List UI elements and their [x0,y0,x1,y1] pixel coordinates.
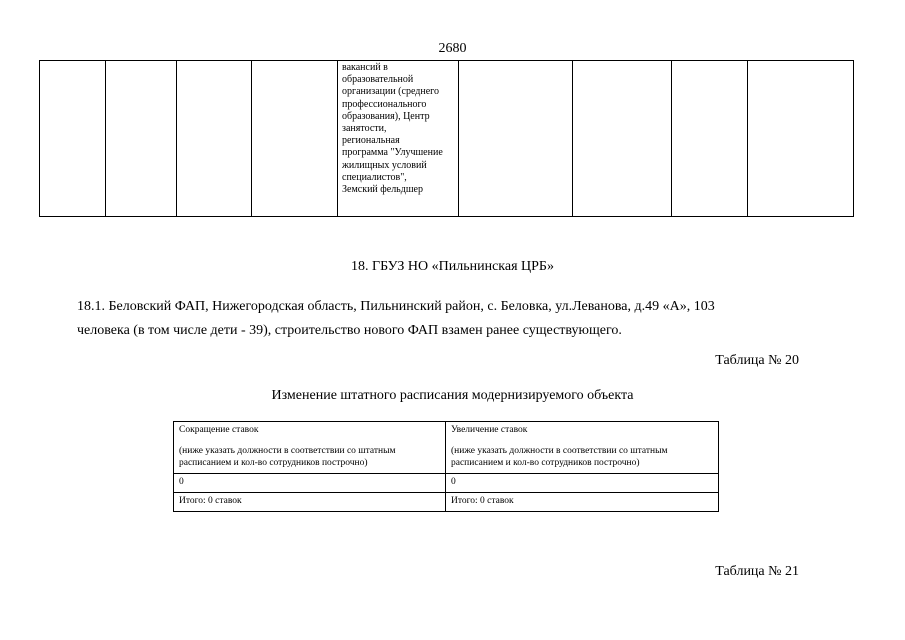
continued-table [39,60,854,217]
cell-text-line: жилищных условий [342,159,427,171]
column-header: Увеличение ставок [451,425,528,435]
column-header: Сокращение ставок [179,425,259,435]
cell-text-line: Земский фельдшер [342,184,423,196]
cell-text-line: профессионального [342,98,427,110]
cell-text-line: образования), Центр [342,110,430,122]
value-cell: 0 [446,474,719,493]
table-header-row [174,422,719,474]
cell-text-line: образовательной [342,74,414,86]
table-20-title: Изменение штатного расписания модернизируемого объекта [271,388,634,403]
page-number: 2680 [438,41,467,56]
table-cell [459,61,573,217]
table-row [40,61,854,217]
header-cell-increase [446,422,719,474]
table-21-label: Таблица № 21 [715,564,799,579]
cell-text-line: программа "Улучшение [342,147,443,159]
cell-text-line: организации (среднего [342,86,439,98]
table-total-row [174,493,719,512]
table-cell [672,61,748,217]
table-cell [40,61,106,217]
total-cell: Итого: 0 ставок [174,493,446,512]
table-cell [252,61,338,217]
column-note-line: (ниже указать должности в соответствии со штатным [179,446,396,456]
table-cell [106,61,177,217]
column-note-line: расписанием и кол-во сотрудников построчно) [451,458,640,468]
cell-text-line: вакансий в [342,62,388,73]
cell-text-line: специалистов", [342,171,407,183]
table-cell [748,61,854,217]
paragraph-line: 18.1. Беловский ФАП, Нижегородская область, Пильнинский район, с. Беловка, ул.Леванова, д.49 «А», 103 [77,299,715,314]
total-cell: Итого: 0 ставок [446,493,719,512]
staffing-change-table [173,421,719,512]
table-cell [177,61,252,217]
paragraph-line: человека (в том числе дети - 39), строительство нового ФАП взамен ранее существующего. [77,323,622,338]
table-row [174,474,719,493]
facility-paragraph [77,295,799,343]
table-20-label: Таблица № 20 [715,353,799,368]
value-cell: 0 [174,474,446,493]
cell-text-line: региональная [342,135,400,147]
table-cell-text [338,61,459,217]
cell-text-line: занятости, [342,123,387,135]
section-heading: 18. ГБУЗ НО «Пильнинская ЦРБ» [351,259,554,274]
table-cell [573,61,672,217]
header-cell-reduction [174,422,446,474]
column-note-line: (ниже указать должности в соответствии со штатным [451,446,668,456]
column-note-line: расписанием и кол-во сотрудников построчно) [179,458,368,468]
